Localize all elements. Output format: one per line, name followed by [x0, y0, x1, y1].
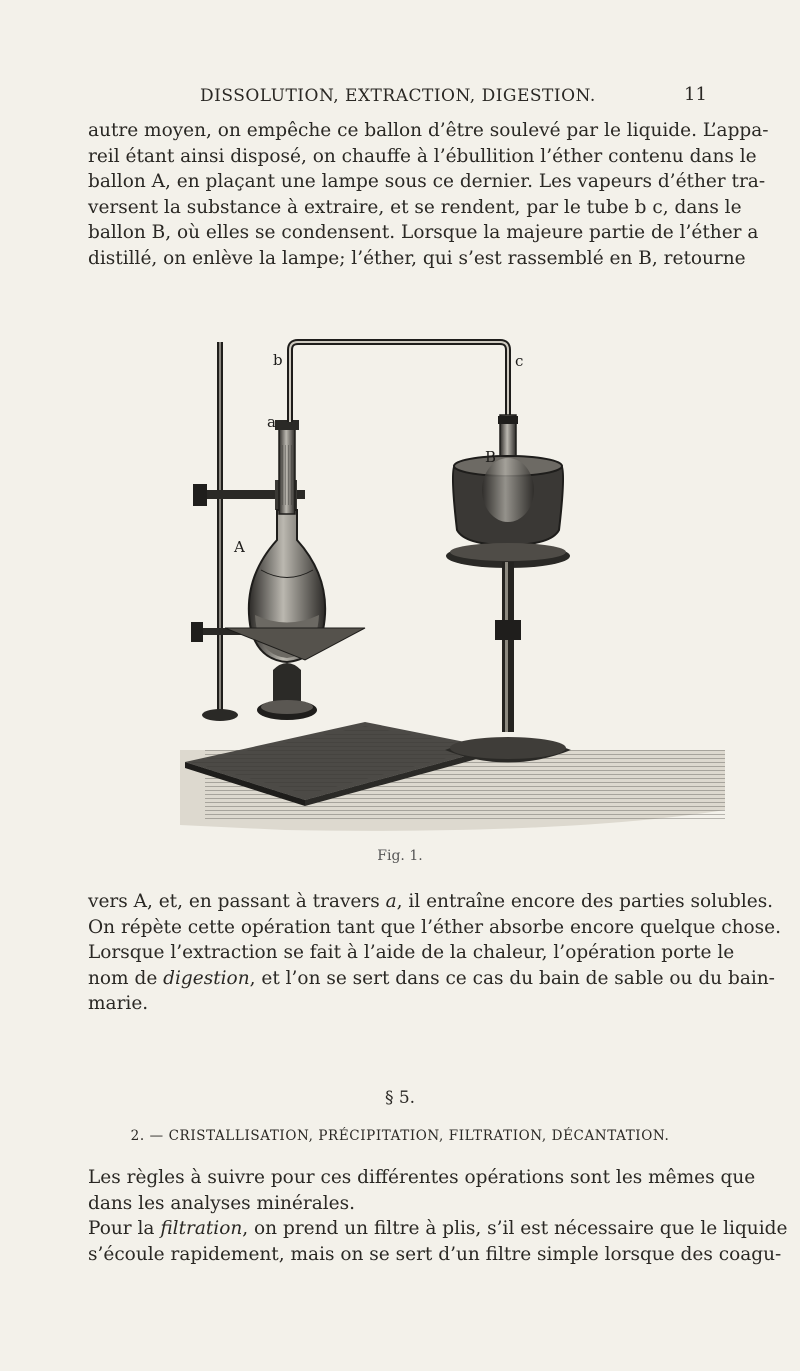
text-fragment: vers A, et, en passant à travers — [88, 891, 386, 912]
section-number: § 5. — [384, 1088, 416, 1108]
paragraph-digestion — [88, 889, 781, 1017]
paragraph-filtration — [88, 1165, 788, 1267]
text-line: marie. — [88, 993, 149, 1014]
text-line: Les règles à suivre pour ces différentes opérations sont les mêmes que — [88, 1167, 756, 1188]
section-heading: 2. — CRISTALLISATION, PRÉCIPITATION, FILTRATION, DÉCANTATION. — [130, 1128, 670, 1144]
text-fragment: nom de — [88, 967, 164, 989]
text-fragment: , il entraîne encore des parties solubles. — [396, 891, 774, 912]
spirit-lamp — [257, 663, 317, 720]
page-header — [0, 86, 800, 112]
text-line: On répète cette opération tant que l’éther absorbe encore quelque chose. — [88, 916, 781, 938]
italic-term: filtration — [160, 1218, 243, 1239]
italic-term: a — [385, 891, 397, 912]
text-line: s’écoule rapidement, mais on se sert d’un filtre simple lorsque des coagu- — [88, 1243, 782, 1265]
text-fragment: , on prend un filtre à plis, s’il est nécessaire que le liquide — [242, 1218, 788, 1239]
paragraph-intro — [88, 118, 769, 271]
connecting-tube-bc — [290, 342, 508, 422]
label-b: b — [273, 351, 283, 369]
text-line: Lorsque l’extraction se fait à l’aide de la chaleur, l’opération porte le — [88, 942, 735, 963]
label-A: A — [234, 538, 245, 556]
text-fragment: , et l’on se sert dans ce cas du bain de sable ou du bain- — [249, 967, 775, 989]
label-c: c — [515, 352, 524, 370]
label-a: a — [267, 413, 276, 431]
text-fragment: Pour la — [88, 1218, 161, 1239]
text-line — [88, 966, 775, 992]
text-line — [88, 1216, 788, 1242]
extraction-tube-a — [275, 420, 299, 514]
running-title: DISSOLUTION, EXTRACTION, DIGESTION. — [200, 86, 596, 106]
label-B: B — [485, 448, 497, 466]
text-line — [88, 889, 774, 915]
extraction-apparatus-engraving — [165, 330, 725, 840]
text-line: reil étant ainsi disposé, on chauffe à l’ébullition l’éther contenu dans le — [88, 145, 757, 167]
text-line: dans les analyses minérales. — [88, 1192, 355, 1214]
wire-gauze — [225, 628, 365, 660]
text-line: ballon A, en plaçant une lampe sous ce dernier. Les vapeurs d’éther tra- — [88, 171, 766, 192]
flask-B-condenser — [453, 415, 563, 545]
flask-B-stand — [445, 543, 571, 763]
italic-term: digestion — [163, 967, 250, 989]
text-line: versent la substance à extraire, et se rendent, par le tube b c, dans le — [88, 196, 742, 218]
text-line: ballon B, où elles se condensent. Lorsque la majeure partie de l’éther a — [88, 222, 759, 243]
page-number: 11 — [684, 84, 707, 105]
figure-caption: Fig. 1. — [377, 848, 423, 864]
text-line: autre moyen, on empêche ce ballon d’être soulevé par le liquide. L’appa- — [88, 120, 769, 141]
text-line: distillé, on enlève la lampe; l’éther, qui s’est rassemblé en B, retourne — [88, 247, 746, 269]
